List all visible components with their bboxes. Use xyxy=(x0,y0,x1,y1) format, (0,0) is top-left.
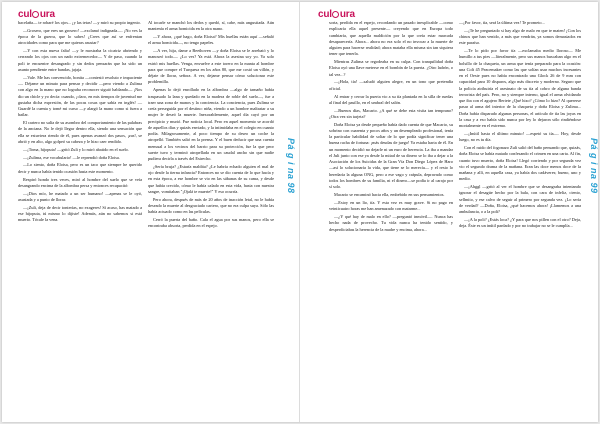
paragraph: Pero ahora, después de más de 20 años de inacción letal, no le había deseado la muerte al desgraciado cartero, que no era culpa suya. Sólo las había actuado como en las películas. xyxy=(148,196,274,215)
paragraph: —¡Por favor, tía, será la última vez! Te prometo... xyxy=(459,20,545,25)
paragraph: —A ver, hija, dame a Beethoven —y doña Eloisa se le arrebató y lo manoseó todo—. ¿Lo ves? Ya está. Ahora la asesina soy yo. Ya solo estrió mis huellas. Venga, envuelve a este torero en la manta al hombre para que compre el Turquesa en los años 80, que me costó un villón, y déjate de llorar, señora. A ver, dejame pensar cómo solucionar este problemilla. xyxy=(148,48,274,85)
paragraph: Al tocarle se manchó los dedos y quedó, sí, cabe, más angustiada. Aún mantenía el arma homicida en la otra mano. xyxy=(148,20,274,32)
paragraph: —Estoy en un lío, tía. Y esta vez es muy grave. Si no pago en veinticuatro horas me han amenazado con matarme... xyxy=(329,199,453,212)
paragraph: —Grosero, que eres un grosero! —exclamó indignada—. ¡No ves la época de la guerra, que lo sabes! ¿Crees que así se enfrentan atrocidades como para que me quieras asustar? xyxy=(18,27,142,46)
left-column-1 xyxy=(18,20,142,225)
paragraph: bacelaña— te robaré los ojos... ¡y las tetas! —y miró su propio ingenio. xyxy=(18,20,141,25)
logo-ring-icon xyxy=(32,11,39,18)
right-column-1 xyxy=(329,20,453,234)
magazine-spread xyxy=(2,2,598,422)
cultura-logo: cul ura xyxy=(318,9,355,20)
paragraph: ¿Sería bruja? ¿Estaría maldita? ¿Le habría echado alguien el mal de ojo desde la tierna infancia? Entonces no se dio cuenta de lo que hacía y en esta época, a ese hombre se vio en las sábanas de su cama, y desde que había crecido, cómo le había calado en esta vida, hasta con nuestra sangre, vomitaban "¡Ojalá te muerte!" Y eso ocurría. xyxy=(148,163,274,194)
left-column-2 xyxy=(148,20,274,231)
paragraph: —¡Ahggl —gritó al ver el hombre que se desangraba intentando ignorar el desagüe hecho por la bala, con cara de infeliz, ciento, sellmito, y ese calvo de seguir al primero por segunda vez. ¿Lo sería de verdad? —Doña, Eloisa, ¿qué hacemos ahora! ¡Llamemos a una ambulancia, o a la poli? xyxy=(459,184,581,215)
left-page xyxy=(2,2,300,422)
paragraph: —Buenos días, Macario. ¿A qué se debe esta visita tan temprano? ¿Otra vez sin tarjeta? xyxy=(329,107,453,119)
paragraph: Respiró hondo tres veces, miró al hombre del suelo que se veía desangrando encima de la alfombra persa y entonces recapacitó: xyxy=(18,176,142,188)
page-number-left: Pá g i na 98 xyxy=(286,138,296,194)
paragraph: —¡Zulima, ese vocabulario! —le reprendió doña Eloisa. xyxy=(23,154,120,160)
paragraph: Macario se encaminó hacia ella, embebido en sus pensamientos. xyxy=(334,192,445,198)
paragraph: Con el ruido del fogonazo Zuli salió del baño pensando que, quizás, doña Eloisa se había matado confesando el crimen en una carta. Al fin, cuanto tuvo muerto, doña Eloisa! Llegó corriendo y por segunda vez vio el segundo drama de la mañana. Eran las doce menos doce de la mañana y allí, en aquella casa, ya había dos cadáveres; bueno, uno y medio. xyxy=(459,145,581,182)
paragraph: —¡Toma, hijoputa! —gritó Zuli y lo miró abatido en el suelo. xyxy=(23,146,129,152)
paragraph: Cerró la puerta del baño. Cala el agua por sus manos, pero ella se encontraba absorta, perdida en el espejo. xyxy=(148,217,274,229)
logo-ring-icon xyxy=(332,11,339,18)
paragraph: Doña Eloisa ya desde pequeño había dado cuenta de que Macario, su sobrino con cuarenta y pocos años y un desempleado profesional, tenía la particular habilidad de soltar de lo que podía significar tener una buena racha de fortuna: ¡más deudas de juego! Ya estaba harta de él. En un momento decidió no dejarle ni un euro de herencia. La iba a mandar el Juli junto con ese ya desde la mitad de su dinero se lo iba a dejar a la Asociación de los Suicidas de la Gran Vía Don Diego López de Haro —así lo solucionaría la vida, que tiene se lo merecía— y el resto lo heredaría la alguna ONG, pero a ese vago y crápula, depravado como todos los hombres de su familia, ni el dinero—se podía ir al carajo por sí solo. xyxy=(329,121,453,190)
paragraph: —¡A la poli? ¿Estás loca? ¿Y para que nos pillen con el otro? Deja, deja. Éste es un inútil pardado y por no trabajar no se le cumplía... xyxy=(459,217,581,229)
paragraph: —Lo siento, doña Eloisa, pero es un taco que siempre he querido decir y nunca había tenido ocasión hasta este momento. xyxy=(18,162,142,174)
paragraph: —Vale. Me has convencido, bonita —contestó resoluto e impaciente—. Déjame un minuto para pensar y decidir —pero viendo a Zulima con algo en la mano que no lograba reconocer siguió hablando— ¡Nos dio un chicle y yo decía: cuando, ¡claro, en mis tiempos de juventud me gustaba dicha expresión, de las pocas cosas que sabía en inglés! —Guardé la cuenta y tomé mi curso —y alargó la mano como si fuera a bailar. xyxy=(18,74,142,118)
paragraph: —¿Y qué hay de malo en ello? —preguntó inmóvil—. Nunca has hecho nada de provecho. Tu vida nunca ha tenido sentido, y desperdiciabas la herencia de la madre y encima, ahora... xyxy=(329,214,453,232)
paragraph: —¡Dios mío, he matado a un ser humano! —apenas se le oyó, asustada y a punto de llorar. xyxy=(18,190,142,202)
paragraph: —Te lo pido por favor tía —exclamaba medio lloroso— Me humillo a tus pies —literalmente, pero sus manos buscaban algo en el bolsillo de la chaqueta, un arma que tenía preparado para la ocasión: una Colt 45 Peacemaker como las que solían usar muchos incesantes en el Oeste pues no había encontrado una Glock 26 de 9 mm con capacidad para 10 disparos, algo más discreto y moderno. Seguro que la policía atribuiría el asesinato de su tía al cobro de alguna banda terrorista del país. Pero, no y siempre interno, igual el arma olvidando que iba con el agujero Bertete ¿Qué hizo? ¿Cómo lo hizo? Al quererse pasar al arma del interior de la chaqueta y doña Eloisa y Zulima... Doña había disparado algunas personas, el artículo de tía las joyas en la casa y a eso había sido nunca por ley lo dejaron sólo rindiéndose mortalmente en el extremo. xyxy=(459,48,581,129)
paragraph: —Y con esta nueva falta! —y le mostraba la cicatriz abriendo y cerrando los ojos con un nado extremecedor— Y de paso, cuando la poli te encuentre desangrado y sin dedos pensarán que ha sido un asunto pendiente entre bandas, jajaja. xyxy=(18,48,142,72)
right-column-2 xyxy=(459,20,581,231)
page-number-right: Pá g i na 99 xyxy=(589,138,599,194)
paragraph: sorta, perdida en el espejo, recordando un pasado inexplicable —como explicaría ella aquel presente— creyendo que en Europa todo cambiaría, que aquella maldición por la que creía estar marcada desaparecería. Ahora... ahora no era solo el no invocar a la muerte de alguien para hacerse realidad; ahora mataba ella misma sin tan siquiera tener que tenerla. xyxy=(329,20,453,57)
paragraph: Al entrar y cerrar la puerta vio a su tía plantada en la silla de ruedas al final del pasillo, en el umbral del salón. xyxy=(329,93,453,105)
cultura-logo: cul ura xyxy=(18,9,55,20)
paragraph: —¡Zuli, deja de decir tonterías, no exageres! Sí acaso, has matado a ese hijoputa, tú mismo lo dijiste! Además, aún no sabemos si está muerto. Tócale la vena. xyxy=(18,204,142,223)
paragraph: —¡Hola, tía! —saludó alguien alegre, en un tono que pretendía oficial. xyxy=(329,79,453,91)
paragraph: —¡Inútil hasta el último minuto! —espetó su tía—. Hoy, desde luego, no es tu día. xyxy=(459,131,581,143)
paragraph: Mientras Zulima se regodeaba en su culpa. Con tranquilidad doña Eloisa oyó una llave meterse en el bombín de la puerta. ¿Otro ladrón, o tal vez...? xyxy=(329,59,453,77)
paragraph: Apenas lo dejó enrollado en la alfombra —algo de tamaño había traspasado la lana y quedado en la madera de roble del suelo—, fue a traer una zona de manos y la conciencia. La conciencia, pues Zulima se creía perseguida por el destino: niña, viendo a un hombre maltratar a su mujer le deseó la muerte. Inexorablemente, aquel día cayó por un precipicio y murió. Fue noticia local. Pero en aquel momento se acordó de aquellos días y quizás enviado, y la intimidaba en el colegio en cuanto podía. Milagrosamente, al poco tiempo de su deseo un coche la atropelló. También salió en la prensa. Y el buen deducir que una cuenta mensual a los vecinos del barrio para su protección, fue la que peor suerte tuvo y terminó atropellada en un caudal ancho sin que nadie pudiera decirla a través del Estrecho. xyxy=(148,87,275,162)
right-page xyxy=(300,2,598,422)
paragraph: El cartero no salía de su asombro del comportamiento de las palabras de la anciana. No le dejó llegar dentro ella, siendo una sensación que ella se estuviera riendo de él, pues apenas avanzó dos pasos, ¡zas!, se abrió y en alto, algo golpeó su cabeza y le hizo caer rendido. xyxy=(18,120,142,144)
paragraph: —Y ahora, ¿qué hago, doña Eloisa? Mis huellas están aquí —señaló el arma homicida—, no tengo papeles. xyxy=(148,34,274,46)
paragraph: —¡Te he preguntado si hay algo de malo en que te maten! ¡Con los chinos que han venido, a más que vendrán, ya somos demasiados en este paraíso. xyxy=(459,27,581,46)
